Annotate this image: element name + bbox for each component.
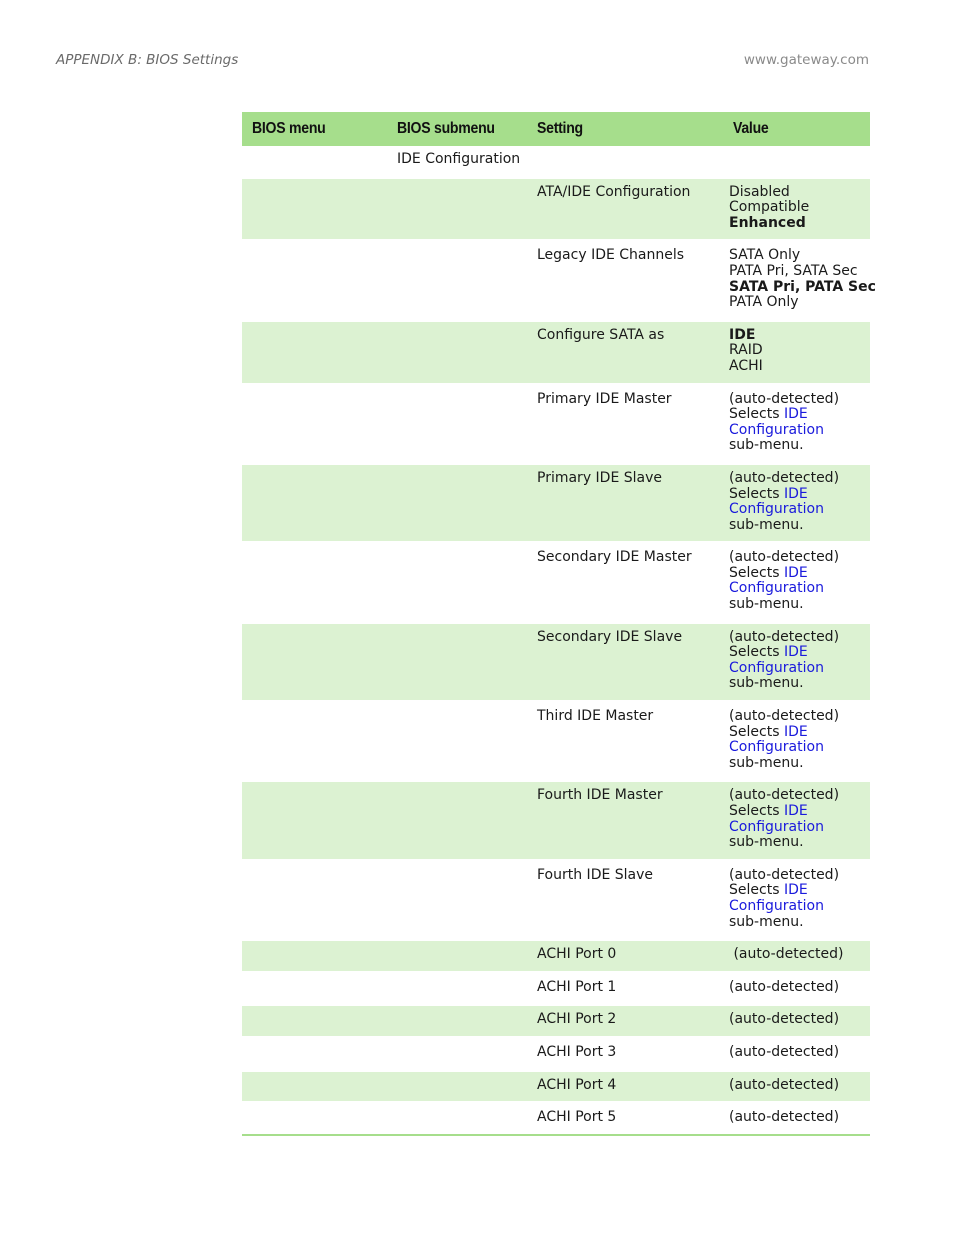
value-cell (723, 1103, 870, 1135)
ide-configuration-link[interactable]: Configuration (729, 501, 824, 518)
value-line: (auto-detected) (729, 787, 840, 804)
column-header-setting: Setting (527, 112, 723, 146)
value-line: PATA Only (729, 294, 799, 311)
value-line: ACHI (729, 357, 763, 374)
ide-configuration-link[interactable]: IDE (783, 644, 808, 661)
value-line (729, 407, 866, 423)
value-line: sub-menu. (729, 754, 804, 771)
header-website: www.gateway.com (743, 52, 869, 68)
bios-menu-cell (242, 622, 387, 701)
table-header-row (242, 112, 870, 146)
ide-configuration-link[interactable]: Configuration (729, 580, 824, 597)
table-row (242, 241, 870, 320)
bios-menu-cell (242, 384, 387, 463)
setting-cell: ACHI Port 4 (527, 1070, 723, 1103)
setting-cell: Legacy IDE Channels (527, 241, 723, 320)
value-prefix: Selects (729, 723, 784, 740)
value-line: (auto-detected) (729, 549, 840, 566)
ide-configuration-link[interactable]: IDE (783, 406, 808, 423)
bios-submenu-cell (387, 972, 527, 1005)
ide-configuration-link[interactable]: Configuration (729, 659, 824, 676)
bios-menu-cell (242, 463, 387, 542)
table-row (242, 463, 870, 542)
value-prefix: Selects (729, 644, 784, 661)
bios-menu-cell (242, 320, 387, 384)
ide-configuration-link[interactable]: Configuration (729, 739, 824, 756)
column-header-bios-menu: BIOS menu (242, 112, 387, 146)
bios-submenu-cell (387, 1103, 527, 1135)
ide-configuration-link[interactable]: IDE (783, 723, 808, 740)
value-line: sub-menu. (729, 596, 804, 613)
bios-submenu-cell (387, 241, 527, 320)
setting-cell: ACHI Port 3 (527, 1037, 723, 1070)
bios-submenu-cell (387, 1037, 527, 1070)
bios-menu-cell (242, 543, 387, 622)
submenu-row (242, 146, 870, 177)
setting-cell: ACHI Port 1 (527, 972, 723, 1005)
value-line (729, 645, 866, 661)
value-line: PATA Pri, SATA Sec (729, 262, 858, 279)
value-prefix: Selects (729, 485, 784, 502)
table-row (242, 622, 870, 701)
bios-menu-cell (242, 241, 387, 320)
column-header-value: Value (723, 112, 870, 146)
bios-menu-cell (242, 177, 387, 241)
setting-cell: ACHI Port 2 (527, 1005, 723, 1038)
bios-menu-cell (242, 940, 387, 973)
bios-submenu-cell (387, 463, 527, 542)
bios-submenu-cell (387, 177, 527, 241)
ide-configuration-link[interactable]: Configuration (729, 818, 824, 835)
ide-configuration-link[interactable]: IDE (783, 882, 808, 899)
bios-menu-cell (242, 781, 387, 860)
value-prefix: Selects (729, 882, 784, 899)
value-cell (723, 940, 870, 973)
value-line (729, 804, 866, 820)
bios-submenu-cell (387, 860, 527, 939)
setting-cell (527, 146, 723, 177)
value-line: (auto-detected) (729, 628, 840, 645)
setting-cell: Configure SATA as (527, 320, 723, 384)
table-row (242, 1037, 870, 1070)
bios-submenu-cell (387, 1070, 527, 1103)
bios-submenu-cell (387, 1005, 527, 1038)
bios-settings-table (242, 112, 876, 1136)
ide-configuration-link[interactable]: IDE (783, 485, 808, 502)
value-line: (auto-detected) (729, 866, 840, 883)
bios-submenu-cell (387, 543, 527, 622)
value-cell (723, 1070, 870, 1103)
value-cell (723, 384, 870, 463)
value-line: (auto-detected) (729, 469, 840, 486)
setting-cell: Secondary IDE Slave (527, 622, 723, 701)
bios-submenu-cell (387, 320, 527, 384)
value-line: (auto-detected) (729, 708, 840, 725)
value-cell (723, 320, 870, 384)
bios-menu-cell (242, 1005, 387, 1038)
table-row (242, 972, 870, 1005)
table-row (242, 1070, 870, 1103)
bios-menu-cell (242, 972, 387, 1005)
column-header-bios-submenu: BIOS submenu (387, 112, 527, 146)
bios-menu-cell (242, 702, 387, 781)
bios-submenu-cell: IDE Configuration (387, 146, 527, 177)
value-cell (723, 972, 870, 1005)
value-prefix: Selects (729, 803, 784, 819)
value-cell (723, 177, 870, 241)
value-line: sub-menu. (729, 437, 804, 454)
value-line: Disabled (729, 183, 790, 200)
setting-cell: ATA/IDE Configuration (527, 177, 723, 241)
value-line: (auto-detected) (729, 1043, 840, 1060)
value-line: (auto-detected) (729, 1109, 840, 1126)
value-line: (auto-detected) (729, 946, 844, 963)
value-cell (723, 241, 876, 320)
value-line: RAID (729, 342, 763, 359)
value-cell (723, 781, 870, 860)
value-line: sub-menu. (729, 834, 804, 851)
value-line: SATA Pri, PATA Sec (729, 278, 876, 295)
value-line: (auto-detected) (729, 1011, 840, 1028)
bios-menu-cell (242, 1037, 387, 1070)
bios-menu-cell (242, 860, 387, 939)
value-line: SATA Only (729, 247, 801, 264)
bios-submenu-cell (387, 940, 527, 973)
setting-cell: Third IDE Master (527, 702, 723, 781)
table-row (242, 177, 870, 241)
table-row (242, 860, 870, 939)
bios-menu-cell (242, 1070, 387, 1103)
value-cell (723, 146, 870, 177)
bios-submenu-cell (387, 781, 527, 860)
table-row (242, 320, 870, 384)
setting-cell: Fourth IDE Slave (527, 860, 723, 939)
value-prefix: Selects (729, 406, 784, 423)
value-cell (723, 860, 870, 939)
value-cell (723, 1037, 870, 1070)
ide-configuration-link[interactable]: Configuration (729, 897, 824, 914)
value-line: IDE (729, 326, 756, 343)
value-line (729, 487, 866, 503)
setting-cell: Primary IDE Master (527, 384, 723, 463)
value-cell (723, 622, 870, 701)
value-cell (723, 1005, 870, 1038)
setting-cell: ACHI Port 0 (527, 940, 723, 973)
value-cell (723, 543, 870, 622)
value-line (729, 883, 866, 899)
table-row (242, 1005, 870, 1038)
table-row (242, 543, 870, 622)
value-line: Enhanced (729, 214, 806, 231)
value-line: Compatible (729, 199, 810, 216)
value-line: (auto-detected) (729, 978, 840, 995)
setting-cell: Primary IDE Slave (527, 463, 723, 542)
value-cell (723, 463, 870, 542)
value-line: (auto-detected) (729, 390, 840, 407)
bios-submenu-cell (387, 622, 527, 701)
ide-configuration-link[interactable]: IDE (783, 564, 808, 581)
table-row (242, 940, 870, 973)
table-row (242, 702, 870, 781)
value-line: (auto-detected) (729, 1076, 840, 1093)
table-row (242, 1103, 870, 1135)
setting-cell: ACHI Port 5 (527, 1103, 723, 1135)
ide-configuration-link[interactable]: IDE (783, 803, 808, 819)
value-line: sub-menu. (729, 675, 804, 692)
value-line: sub-menu. (729, 516, 804, 533)
bios-menu-cell (242, 146, 387, 177)
value-cell (723, 702, 870, 781)
ide-configuration-link[interactable]: Configuration (729, 421, 824, 438)
value-prefix: Selects (729, 564, 784, 581)
bios-submenu-cell (387, 702, 527, 781)
bios-submenu-cell (387, 384, 527, 463)
header-section-title: APPENDIX B: BIOS Settings (56, 52, 239, 68)
setting-cell: Secondary IDE Master (527, 543, 723, 622)
table-row (242, 781, 870, 860)
bios-menu-cell (242, 1103, 387, 1135)
value-line (729, 566, 866, 582)
setting-cell: Fourth IDE Master (527, 781, 723, 860)
value-line (729, 725, 866, 741)
value-line: sub-menu. (729, 913, 804, 930)
table-row (242, 384, 870, 463)
